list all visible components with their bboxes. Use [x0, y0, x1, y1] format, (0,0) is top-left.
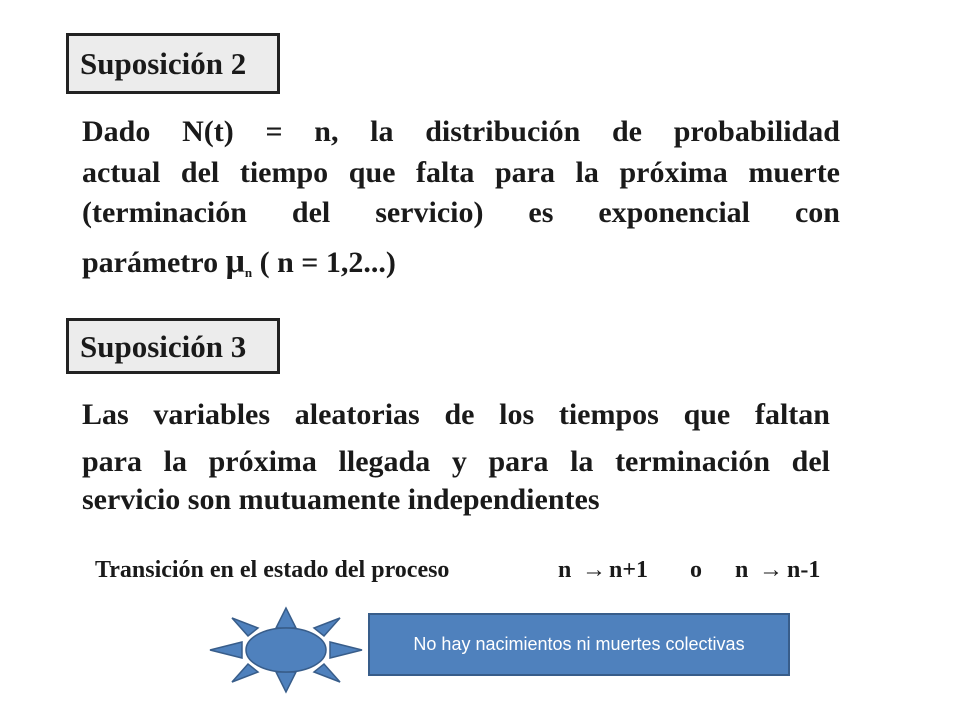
callout-box	[368, 613, 790, 676]
transition-label: Transición en el estado del proceso	[95, 557, 450, 583]
word: llegada	[338, 445, 431, 478]
word: (terminación	[82, 196, 247, 229]
word: terminación	[615, 445, 771, 478]
word: próxima	[208, 445, 317, 478]
paragraph-line	[82, 156, 840, 190]
word: los	[499, 398, 535, 431]
callout-text: No hay nacimientos ni muertes colectivas	[413, 633, 745, 654]
transition-to-2: n-1	[787, 557, 821, 583]
paragraph-line	[82, 398, 830, 432]
transition-connector: o	[690, 557, 702, 583]
word: es	[528, 196, 554, 229]
sun-icon	[208, 606, 364, 694]
word: aleatorias	[294, 398, 420, 431]
word: que	[683, 398, 731, 431]
paragraph-line	[82, 115, 840, 149]
transition-to-1: n+1	[609, 557, 649, 583]
word: para	[488, 445, 549, 478]
word: N(t)	[182, 115, 234, 148]
word: la	[163, 445, 187, 478]
word: la	[370, 115, 394, 148]
word: del	[291, 196, 331, 229]
arrow-icon: →	[759, 557, 783, 583]
heading-suposicion-2: Suposición 2	[66, 33, 280, 94]
word: de	[444, 398, 475, 431]
word: faltan	[754, 398, 830, 431]
word: servicio)	[375, 196, 484, 229]
word: tiempos	[558, 398, 659, 431]
paragraph-line	[82, 196, 840, 230]
paragraph-line	[82, 445, 830, 479]
paragraph-line	[82, 243, 396, 281]
param-values: ( n = 1,2...)	[259, 246, 396, 279]
word: servicio son mutuamente independientes	[82, 483, 600, 516]
word: exponencial	[598, 196, 751, 229]
word: =	[265, 115, 283, 148]
heading-suposicion-3: Suposición 3	[66, 318, 280, 374]
word: de	[612, 115, 642, 148]
paragraph-line	[82, 483, 600, 517]
word: para	[82, 445, 142, 478]
word: Dado	[82, 115, 151, 148]
mu-symbol: $\mu_n$	[225, 243, 253, 280]
transition-from-1: n	[558, 557, 572, 583]
word: probabilidad	[673, 115, 840, 148]
word: con	[794, 196, 840, 229]
word: la	[570, 445, 594, 478]
word: del	[791, 445, 830, 478]
param-label: parámetro	[82, 246, 219, 279]
word: actual del tiempo que falta para la próxima muerte	[82, 156, 840, 189]
word: n,	[314, 115, 339, 148]
word: Las	[82, 398, 129, 431]
word: y	[451, 445, 467, 478]
word: variables	[153, 398, 271, 431]
arrow-icon: →	[582, 557, 606, 583]
transition-from-2: n	[735, 557, 749, 583]
word: distribución	[425, 115, 581, 148]
